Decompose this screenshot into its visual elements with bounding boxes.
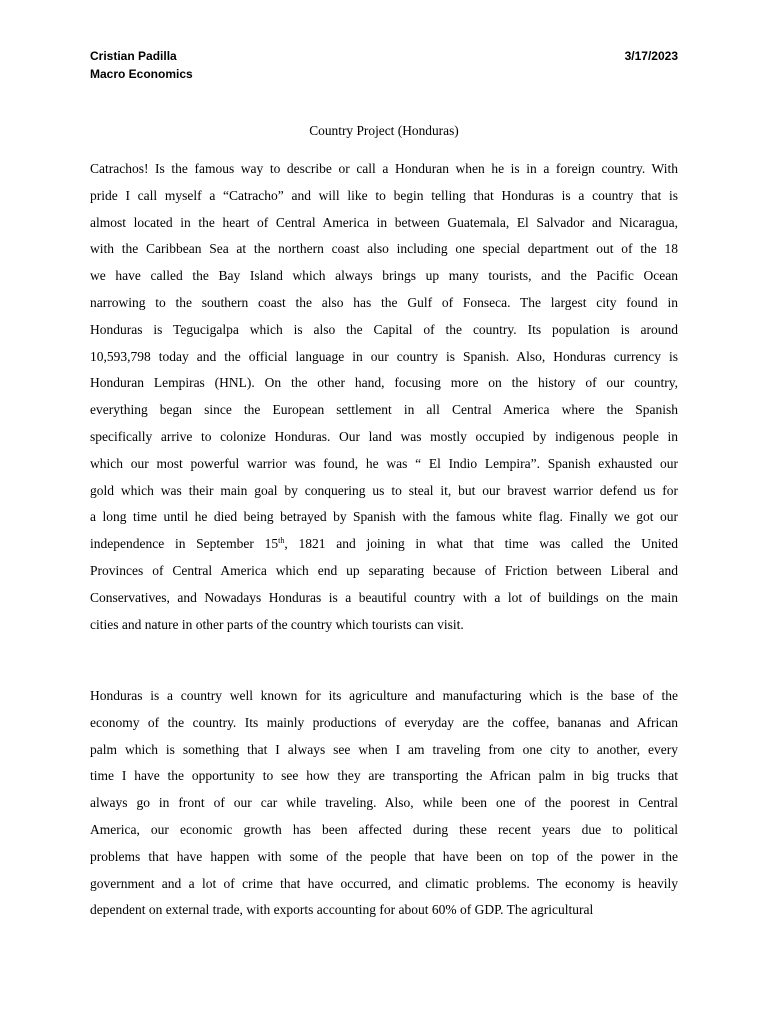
text-line-last: cities and nature in other parts of the country which tourists can visit. (90, 616, 464, 632)
text-segment: independence in September 15 (90, 536, 279, 552)
text-line-last: dependent on external trade, with exports accounting for about 60% of GDP. The agricultural (90, 902, 594, 918)
text-line: economy of the country. Its mainly productions of everyday are the coffee, bananas and African (90, 714, 678, 730)
text-line: Provinces of Central America which end up separating because of Friction between Liberal and (90, 562, 678, 578)
text-line: gold which was their main goal by conquering us to steal it, but our bravest warrior defend us for (90, 482, 678, 498)
text-line: we have called the Bay Island which always brings up many tourists, and the Pacific Ocean (90, 268, 678, 284)
text-line: always go in front of our car while traveling. Also, while been one of the poorest in Central (90, 795, 678, 811)
text-line: pride I call myself a “Catracho” and will like to begin telling that Honduras is a country that is (90, 187, 678, 203)
paragraph-1 (90, 156, 678, 638)
text-segment: , 1821 and joining in what that time was called the United (284, 536, 678, 552)
text-line: everything began since the European settlement in all Central America where the Spanish (90, 402, 678, 418)
ordinal-superscript: th (278, 536, 285, 546)
text-line: a long time until he died being betrayed by Spanish with the famous white flag. Finally we got our (90, 509, 678, 525)
document-date: 3/17/2023 (624, 49, 678, 63)
text-line: Honduras is a country well known for its agriculture and manufacturing which is the base of the (90, 688, 678, 703)
text-line: specifically arrive to colonize Honduras. Our land was mostly occupied by indigenous people in (90, 428, 678, 444)
text-line: America, our economic growth has been affected during these recent years due to political (90, 821, 678, 837)
header-left (90, 47, 193, 83)
text-line: with the Caribbean Sea at the northern coast also including one special department out of the 18 (90, 241, 678, 257)
text-line: palm which is something that I always see when I am traveling from one city to another, every (90, 741, 678, 757)
text-line: Honduran Lempiras (HNL). On the other hand, focusing more on the history of our country, (90, 375, 678, 391)
header-right (625, 47, 678, 65)
course-name: Macro Economics (90, 67, 193, 81)
author-name: Cristian Padilla (90, 49, 177, 63)
text-line: Conservatives, and Nowadays Honduras is a beautiful country with a lot of buildings on the main (90, 589, 678, 605)
paragraph-2 (90, 683, 678, 924)
text-line: Catrachos! Is the famous way to describe or call a Honduran when he is in a foreign country. With (90, 161, 678, 176)
document-title: Country Project (Honduras) (309, 123, 459, 138)
text-line: Honduras is Tegucigalpa which is also the Capital of the country. Its population is around (90, 321, 678, 337)
text-line: almost located in the heart of Central America in between Guatemala, El Salvador and Nicaragua, (90, 214, 678, 230)
text-line-independence (90, 531, 678, 558)
text-line: 10,593,798 today and the official language in our country is Spanish. Also, Honduras currency is (90, 348, 678, 364)
text-line: narrowing to the southern coast the also has the Gulf of Fonseca. The largest city found in (90, 294, 678, 310)
text-line: problems that have happen with some of the people that have been on top of the power in the (90, 848, 678, 864)
text-line: government and a lot of crime that have occurred, and climatic problems. The economy is heavily (90, 875, 678, 891)
text-line: time I have the opportunity to see how they are transporting the African palm in big trucks that (90, 768, 678, 784)
text-line: which our most powerful warrior was found, he was “ El Indio Lempira”. Spanish exhausted our (90, 455, 678, 471)
